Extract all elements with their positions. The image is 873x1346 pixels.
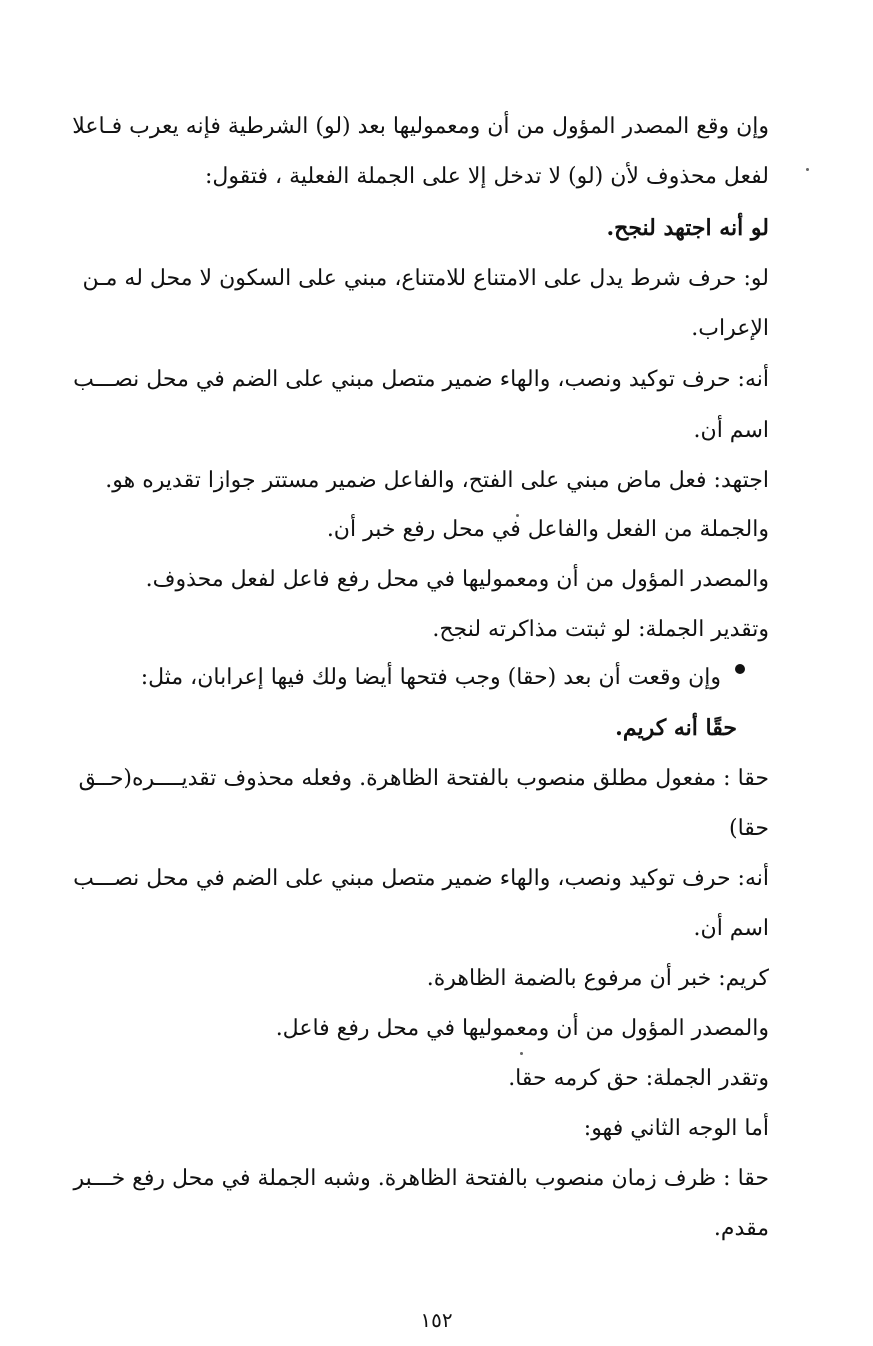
text-line-14: حقا : مفعول مطلق منصوب بالفتحة الظاهرة. وفعله محذوف تقديــــره(حــق <box>78 766 769 791</box>
text-line-1: وإن وقع المصدر المؤول من أن ومعموليها بعد (لو) الشرطية فإنه يعرب فـاعلا <box>72 114 769 139</box>
text-line-16: أنه: حرف توكيد ونصب، والهاء ضمير متصل مبني على الضم في محل نصـــب <box>73 866 769 891</box>
text-line-22: حقا : ظرف زمان منصوب بالفتحة الظاهرة. وشبه الجملة في محل رفع خـــبر <box>73 1166 769 1191</box>
text-line-18: كريم: خبر أن مرفوع بالضمة الظاهرة. <box>426 966 769 991</box>
text-line-15: حقا) <box>728 816 769 841</box>
text-line-21: أما الوجه الثاني فهو: <box>583 1116 769 1141</box>
scan-speck <box>520 1052 523 1055</box>
scan-speck <box>806 168 809 171</box>
text-line-17: اسم أن. <box>693 916 769 941</box>
text-line-5: الإعراب. <box>691 316 769 341</box>
text-line-20: وتقدر الجملة: حق كرمه حقا. <box>508 1066 769 1091</box>
text-line-8: اجتهد: فعل ماض مبني على الفتح، والفاعل ضمير مستتر جوازا تقديره هو. <box>105 468 769 493</box>
text-line-10: والمصدر المؤول من أن ومعموليها في محل رفع فاعل لفعل محذوف. <box>145 567 769 592</box>
bullet-point <box>735 664 745 674</box>
scan-speck <box>516 514 519 517</box>
text-line-4: لو: حرف شرط يدل على الامتناع للامتناع، مبني على السكون لا محل له مـن <box>82 266 769 291</box>
text-line-7: اسم أن. <box>693 418 769 443</box>
page-number: ١٥٢ <box>420 1308 453 1332</box>
example-sentence-2: حقًا أنه كريم. <box>615 715 737 741</box>
text-line-9: والجملة من الفعل والفاعل في محل رفع خبر أن. <box>326 517 769 542</box>
bullet-text: وإن وقعت أن بعد (حقا) وجب فتحها أيضا ولك فيها إعرابان، مثل: <box>140 665 721 690</box>
text-line-6: أنه: حرف توكيد ونصب، والهاء ضمير متصل مبني على الضم في محل نصـــب <box>73 367 769 392</box>
example-sentence-1: لو أنه اجتهد لنجح. <box>606 215 769 241</box>
text-line-19: والمصدر المؤول من أن ومعموليها في محل رفع فاعل. <box>275 1016 769 1041</box>
text-line-2: لفعل محذوف لأن (لو) لا تدخل إلا على الجملة الفعلية ، فتقول: <box>204 164 769 189</box>
text-line-11: وتقدير الجملة: لو ثبتت مذاكرته لنجح. <box>432 617 769 642</box>
text-line-23: مقدم. <box>713 1216 769 1241</box>
